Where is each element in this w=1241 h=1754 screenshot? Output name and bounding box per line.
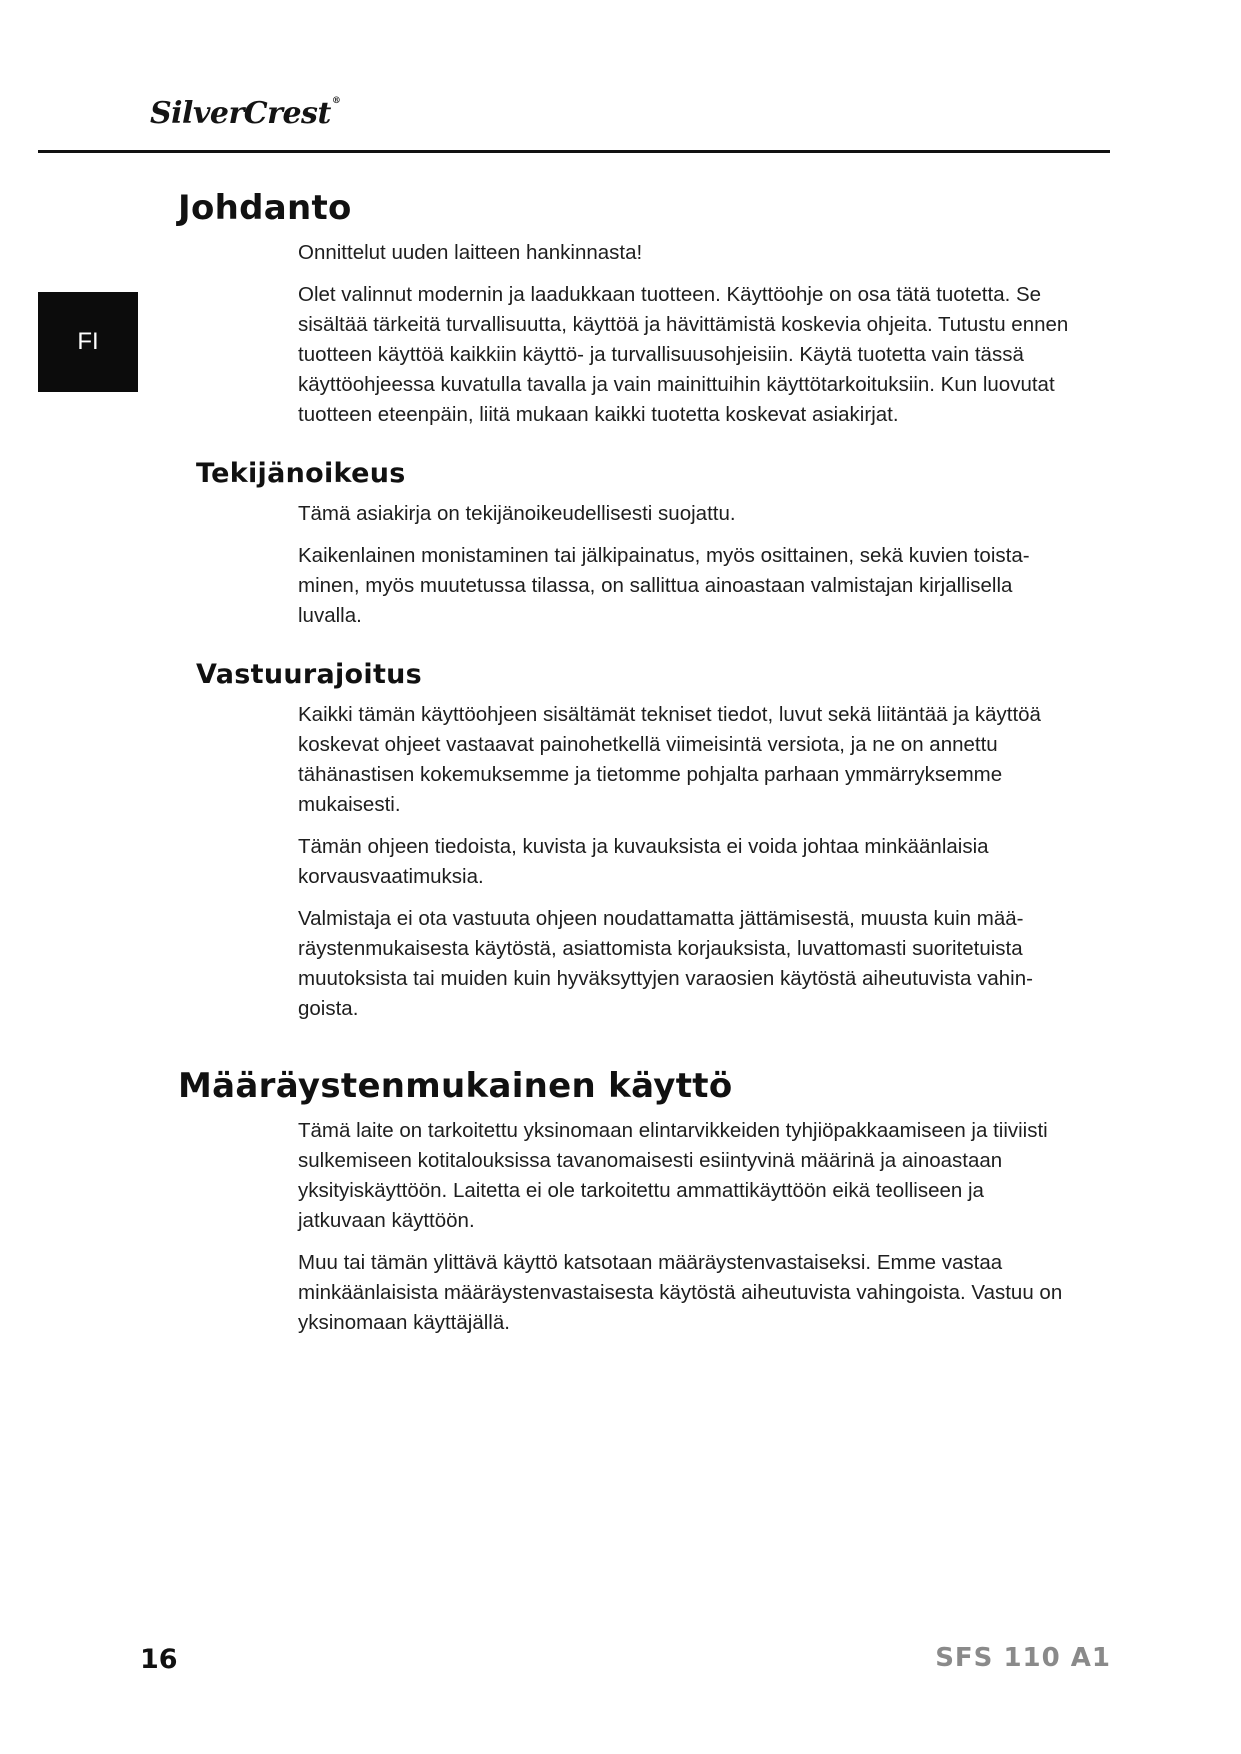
model-number: SFS 110 A1 <box>935 1643 1111 1673</box>
header-divider <box>38 150 1110 153</box>
registered-mark: ® <box>331 96 341 106</box>
language-tab: FI <box>38 292 138 392</box>
page-content <box>178 188 1078 1350</box>
heading-vastuurajoitus: Vastuurajoitus <box>196 659 423 690</box>
paragraph: Tämän ohjeen tiedoista, kuvista ja kuvauksista ei voida johtaa minkäänlaisia korvausvaatimuksia. <box>298 835 989 888</box>
paragraph: Muu tai tämän ylittävä käyttö katsotaan määräystenvastaiseksi. Emme vastaa minkäänlaisista määräystenvastaisesta käytöstä aiheutuvista vahingoista. Vastuu on yksinomaan käyttäjällä. <box>298 1251 1063 1334</box>
paragraph: Onnittelut uuden laitteen hankinnasta! <box>298 241 643 264</box>
heading-maaraystenmukainen-kaytto: Määräystenmukainen käyttö <box>178 1066 733 1106</box>
paragraph: Kaikenlainen monistaminen tai jälkipainatus, myös osittainen, sekä kuvien toistaminen, myös muutetussa tilassa, on sallittua ainoastaan valmistajan kirjallisella luvalla. <box>298 544 1030 627</box>
heading-tekijanoikeus: Tekijänoikeus <box>196 458 406 489</box>
heading-johdanto: Johdanto <box>178 188 352 228</box>
paragraph: Tämä laite on tarkoitettu yksinomaan elintarvikkeiden tyhjiöpakkaamiseen ja tiiviisti sulkemiseen kotitalouksissa tavanomaisesti esiintyvinä määrinä ja ainoastaan yksityiskäyttöön. Laitetta ei ole tarkoitettu ammattikäyttöön eikä teolliseen ja jatkuvaan käyttöön. <box>298 1119 1048 1232</box>
paragraph: Valmistaja ei ota vastuuta ohjeen noudattamatta jättämisestä, muusta kuin määräystenmukaisesta käytöstä, asiattomista korjauksista, luvattomasti suoritetuista muutoksista tai muiden kuin hyväksyttyjen varaosien käytöstä aiheutuvista vahingoista. <box>298 907 1033 1020</box>
page-number: 16 <box>140 1644 178 1675</box>
brand-name: SilverCrest <box>150 96 331 131</box>
paragraph: Olet valinnut modernin ja laadukkaan tuotteen. Käyttöohje on osa tätä tuotetta. Se sisältää tärkeitä turvallisuutta, käyttöä ja hävittämistä koskevia ohjeita. Tutustu ennen tuotteen käyttöä kaikkiin käyttö- ja turvallisuusohjeisiin. Käytä tuotetta vain tässä käyttöohjeessa kuvatulla tavalla ja vain mainittuihin käyttötarkoituksiin. Kun luovutat tuotteen eteenpäin, liitä mukaan kaikki tuotetta koskevat asiakirjat. <box>298 283 1069 426</box>
silvercrest-logo <box>150 96 340 131</box>
paragraph: Tämä asiakirja on tekijänoikeudellisesti suojattu. <box>298 502 736 525</box>
paragraph: Kaikki tämän käyttöohjeen sisältämät tekniset tiedot, luvut sekä liitäntää ja käyttöä koskevat ohjeet vastaavat painohetkellä viimeisintä versiota, ja ne on annettu tähänastisen kokemuksemme ja tietomme pohjalta parhaan ymmärryksemme mukaisesti. <box>298 703 1041 816</box>
